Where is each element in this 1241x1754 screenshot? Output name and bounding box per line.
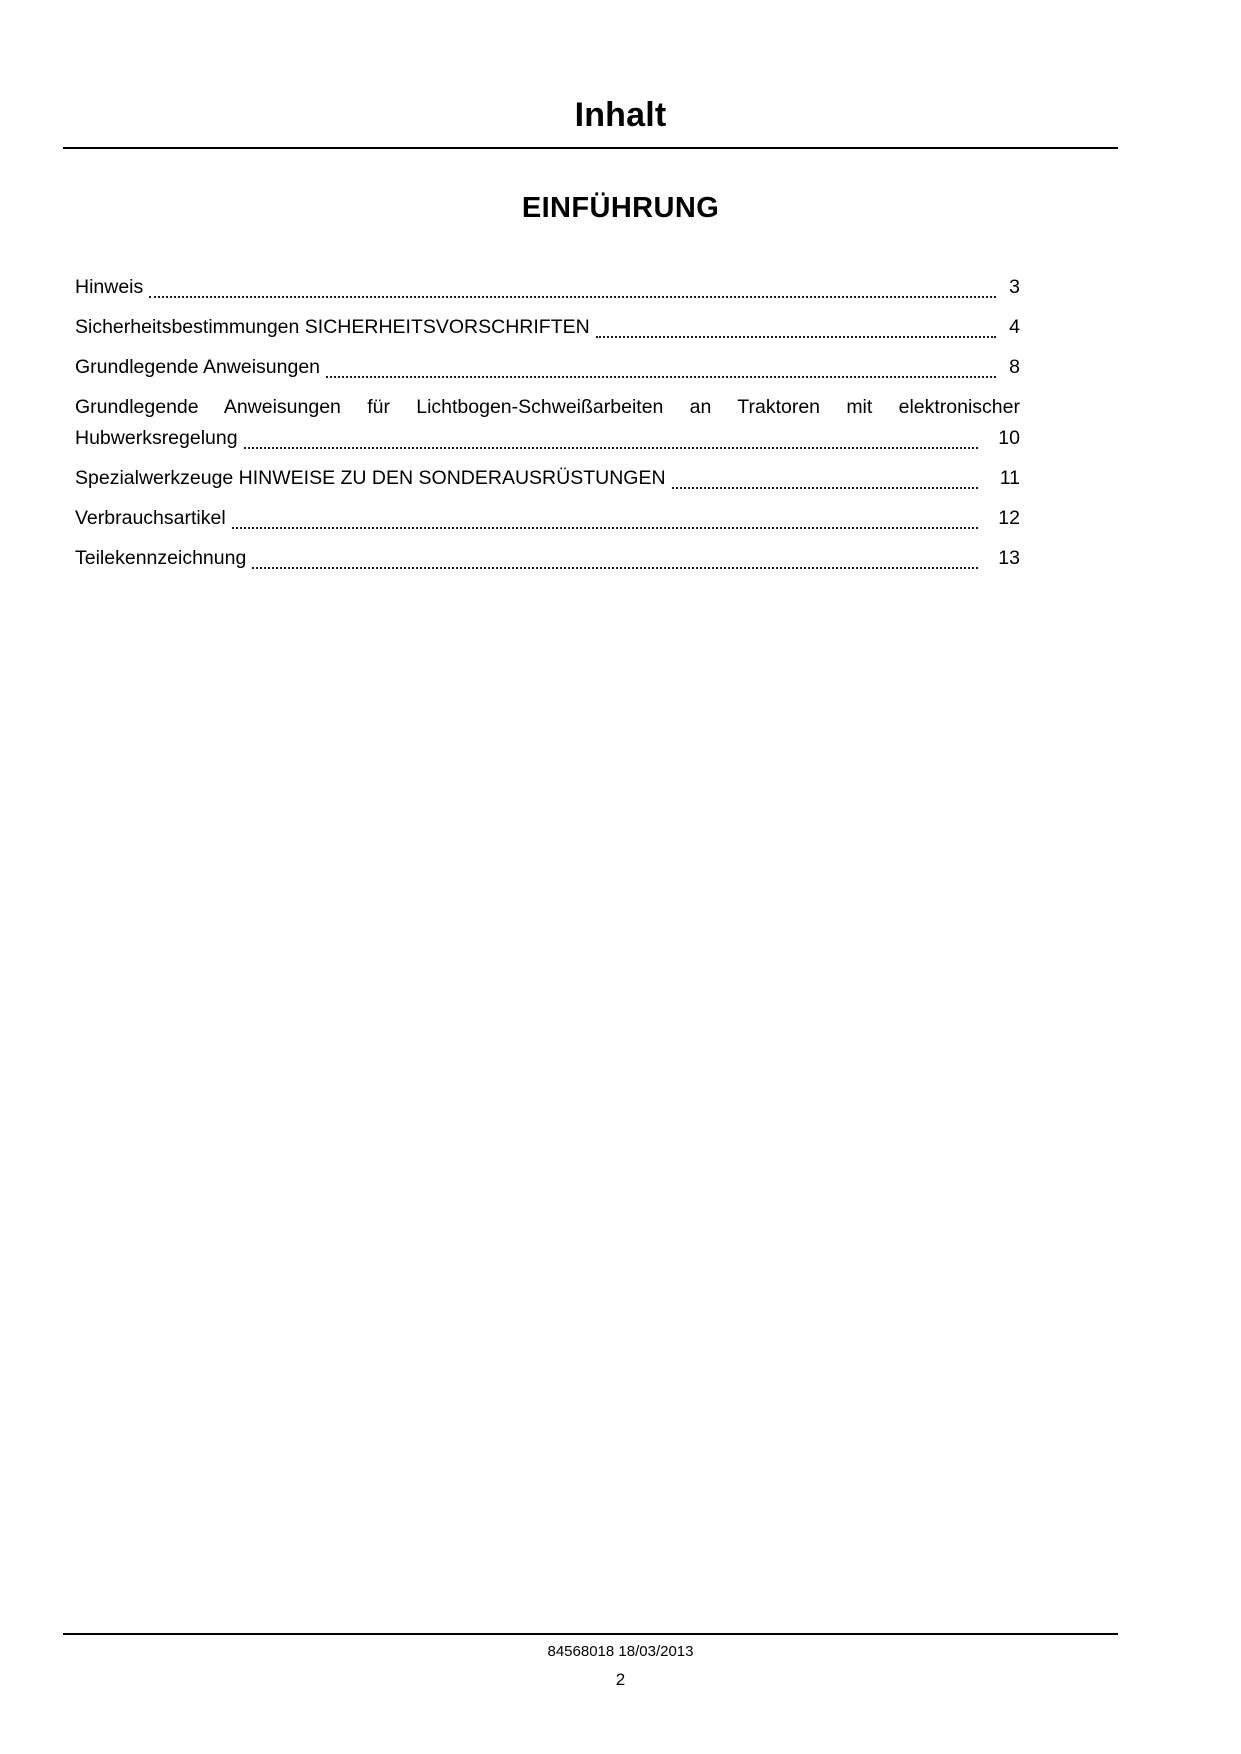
toc-entry-page: 11 bbox=[999, 467, 1020, 489]
toc-entry-label: Teilekennzeichnung bbox=[75, 547, 247, 569]
footer-page-number: 2 bbox=[615, 1670, 626, 1689]
toc-entry-label: Sicherheitsbestimmungen SICHERHEITSVORSCHRIFTEN bbox=[75, 316, 590, 338]
toc-leader bbox=[672, 476, 978, 494]
section-title: EINFÜHRUNG bbox=[521, 192, 720, 224]
toc-entry-label: Verbrauchsartikel bbox=[75, 507, 226, 529]
toc-entry-page: 12 bbox=[998, 507, 1020, 529]
page-title: Inhalt bbox=[574, 96, 667, 134]
footer-divider bbox=[63, 1633, 1118, 1635]
toc-entry-label-continued: Hubwerksregelung bbox=[75, 427, 238, 449]
footer-document-code: 84568018 18/03/2013 bbox=[547, 1643, 694, 1660]
toc-entry-page: 10 bbox=[998, 427, 1020, 449]
toc-leader bbox=[252, 556, 978, 574]
toc-entry-label: Spezialwerkzeuge HINWEISE ZU DEN SONDERAUSRÜSTUNGEN bbox=[75, 467, 666, 489]
title-divider bbox=[63, 147, 1118, 149]
toc-leader bbox=[232, 516, 978, 534]
toc-entry-page: 4 bbox=[1009, 316, 1020, 338]
toc-leader bbox=[244, 436, 978, 454]
toc-leader bbox=[596, 325, 996, 343]
table-of-contents bbox=[75, 272, 1020, 583]
toc-entry[interactable] bbox=[75, 503, 1020, 534]
toc-entry[interactable] bbox=[75, 463, 1020, 494]
toc-entry[interactable] bbox=[75, 543, 1020, 574]
toc-entry-label: Grundlegende Anweisungen für Lichtbogen-Schweißarbeiten an Traktoren mit elektronischer bbox=[75, 396, 1020, 418]
toc-entry-page: 8 bbox=[1009, 356, 1020, 378]
toc-leader bbox=[149, 285, 996, 303]
toc-entry[interactable] bbox=[75, 352, 1020, 383]
toc-entry-label: Grundlegende Anweisungen bbox=[75, 356, 321, 378]
toc-entry-page: 13 bbox=[998, 547, 1020, 569]
toc-entry[interactable] bbox=[75, 392, 1020, 454]
toc-entry[interactable] bbox=[75, 312, 1020, 343]
toc-entry-label: Hinweis bbox=[75, 276, 144, 298]
toc-entry-page: 3 bbox=[1009, 276, 1020, 298]
toc-leader bbox=[326, 365, 996, 383]
toc-entry[interactable] bbox=[75, 272, 1020, 303]
